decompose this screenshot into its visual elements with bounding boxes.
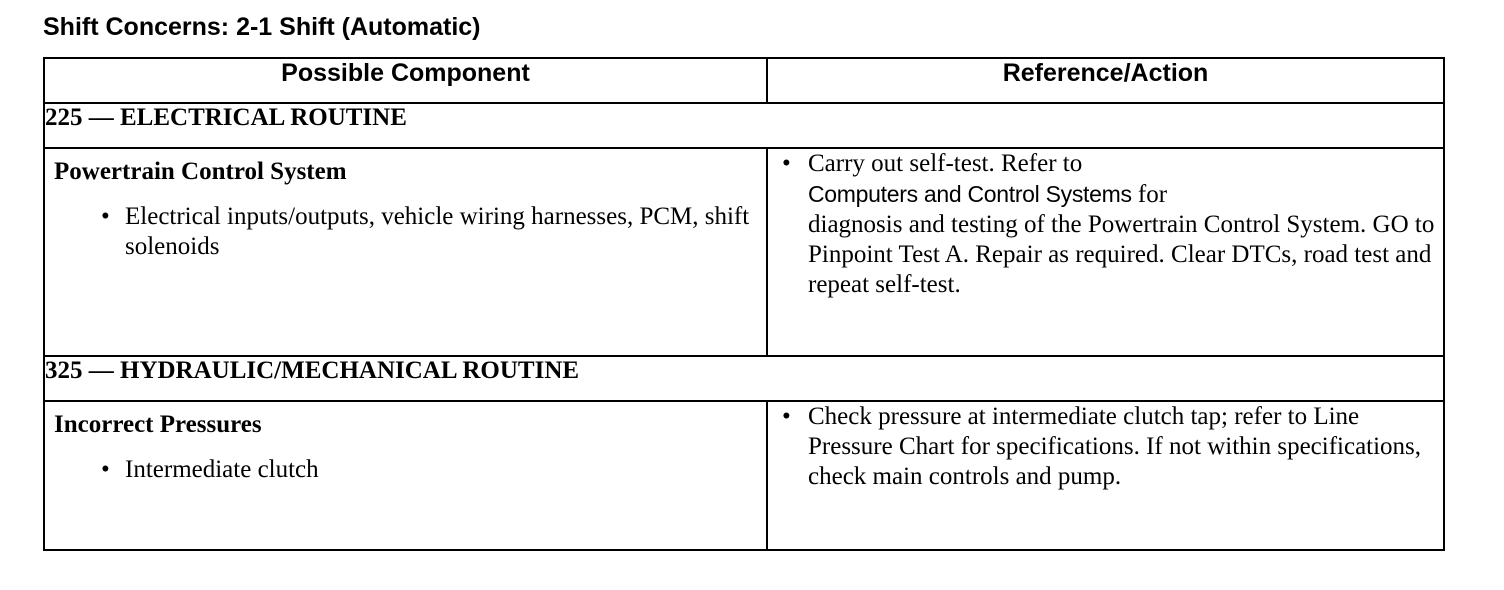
component-text: Intermediate clutch	[125, 456, 319, 483]
header-possible-component: Possible Component	[44, 58, 767, 103]
bullet-icon: •	[782, 150, 791, 177]
table-row	[44, 401, 1444, 550]
group-title-powertrain: Powertrain Control System	[54, 158, 347, 185]
component-cell	[44, 401, 767, 550]
list-item	[101, 202, 766, 262]
list-item	[782, 402, 1443, 492]
bullet-icon: •	[782, 403, 791, 430]
routine-title-electrical: 225 — ELECTRICAL ROUTINE	[44, 103, 1444, 148]
action-ref-suffix: for	[1131, 181, 1168, 208]
action-text: Check pressure at intermediate clutch tap; refer to Line Pressure Chart for specifications. If not within specifications, check main controls and pump.	[808, 403, 1422, 490]
action-cell	[767, 401, 1444, 550]
action-intro: Carry out self-test. Refer to	[808, 150, 1083, 177]
component-cell	[44, 148, 767, 356]
table-header-row	[44, 58, 1444, 103]
table-row	[44, 148, 1444, 356]
reference-link[interactable]: Computers and Control Systems	[808, 181, 1132, 207]
bullet-icon: •	[101, 203, 110, 230]
group-title-pressures: Incorrect Pressures	[54, 411, 262, 438]
action-list	[768, 149, 1443, 300]
action-cell	[767, 148, 1444, 356]
list-item	[101, 455, 766, 485]
action-list	[768, 402, 1443, 492]
component-list	[45, 439, 766, 485]
routine-row	[44, 356, 1444, 401]
action-rest: diagnosis and testing of the Powertrain Control System. GO to Pinpoint Test A. Repair as required. Clear DTCs, road test and repeat self-test.	[808, 211, 1435, 298]
component-text: Electrical inputs/outputs, vehicle wiring harnesses, PCM, shift solenoids	[125, 203, 750, 260]
list-item	[782, 149, 1443, 300]
component-list	[45, 186, 766, 262]
routine-title-hydraulic: 325 — HYDRAULIC/MECHANICAL ROUTINE	[44, 356, 1444, 401]
page-title: Shift Concerns: 2-1 Shift (Automatic)	[43, 13, 481, 41]
routine-row	[44, 103, 1444, 148]
bullet-icon: •	[101, 456, 110, 483]
header-reference-action: Reference/Action	[767, 58, 1444, 103]
shift-concerns-table	[43, 57, 1445, 551]
